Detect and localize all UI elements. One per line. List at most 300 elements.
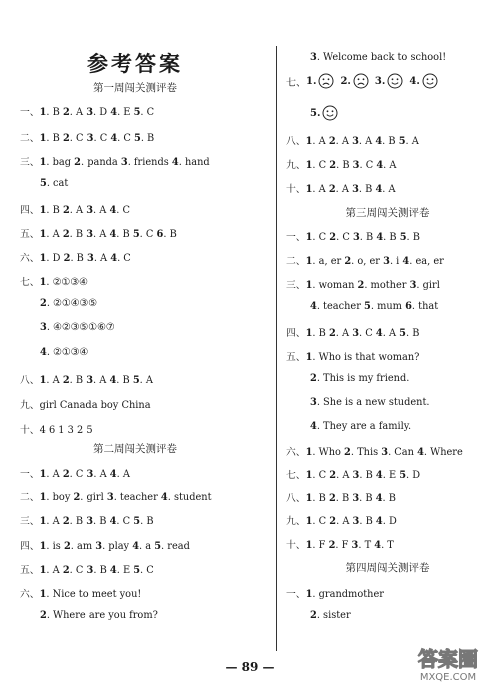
face-answer-row [310,105,344,121]
answer-text: 十、 [286,540,306,551]
face-answer-row [286,73,444,89]
answer-text: . F [312,540,329,551]
item-number: 1 [305,493,313,504]
answer-text: . This [350,447,382,458]
item-number: 3 [409,280,417,291]
item-number: 1 [305,589,313,600]
answer-line [310,421,411,432]
item-number: 1 [39,565,47,576]
answer-text: . A [46,516,63,527]
item-number: 4 [310,421,317,432]
question-prefix: 七、 [286,77,306,89]
answer-text: . o, er [351,256,384,267]
item-number: 3 [86,107,94,118]
answer-line [286,490,396,504]
item-number: 4 [375,516,383,527]
item-number: 1 [305,352,313,363]
item-number: 5 [40,178,47,189]
section-heading: 第一周闯关测评卷 [93,82,177,94]
item-number: 2 [62,516,70,527]
item-number: 3 [86,205,94,216]
item-number: 1 [39,133,47,144]
answer-text: . Who [312,447,345,458]
answer-text: . A [312,184,329,195]
answer-text: . B [336,160,353,171]
item-number: 4 [375,470,383,481]
answer-text: . A [93,253,111,264]
answer-text: . girl [80,492,107,503]
answer-text: . Nice to meet you! [46,589,142,600]
answer-line [286,229,420,243]
item-number: 5 [133,565,141,576]
answer-text: . A [139,375,153,386]
watermark-logo [402,642,494,684]
answer-text: . A [69,205,87,216]
item-number: 1 [305,280,313,291]
answer-text: . Who is that woman? [312,352,420,363]
item-number: 2 [328,493,336,504]
answer-text: . A [46,229,63,240]
answer-text: 二、 [286,256,306,267]
answer-text: 九、 [286,160,306,171]
answer-line [20,250,131,264]
item-number: 4 [110,107,118,118]
item-number: 3 [310,52,317,63]
answer-text: . F [335,540,352,551]
item-number: 1 [305,516,313,527]
item-number: 4. [409,75,420,87]
item-number: 2 [63,253,71,264]
answer-line [310,373,409,384]
answer-text: . B [116,375,133,386]
item-number: 2 [328,136,336,147]
item-number: 1 [305,136,313,147]
answer-line [40,610,158,621]
answer-text: . B [359,493,376,504]
section-heading: 第三周闯关测评卷 [345,207,430,219]
answer-text: . B [116,229,133,240]
item-number: 2 [63,541,71,552]
answer-text: . E [382,470,400,481]
answer-text: 一、 [20,107,40,118]
answer-text: . C [69,565,87,576]
item-number: 4 [109,565,117,576]
answer-text: . B [406,232,420,243]
item-number: 1. [306,75,317,87]
watermark-cn: 答案圈 [418,647,478,671]
answer-text: . ②①④③⑤ [46,298,97,309]
section-heading: 第二周闯关测评卷 [93,443,177,455]
item-number: 3 [352,232,360,243]
item-number: 2 [40,298,47,309]
answer-text: . cat [46,178,69,189]
item-number: 3. [374,75,386,87]
answer-text: . that [411,301,439,312]
answer-text: 九、girl Canada boy China [20,400,151,411]
answer-text: . B [359,232,377,243]
item-number: 2 [329,470,337,481]
answer-text: . B [46,205,63,216]
answer-text: . D [382,516,397,527]
answer-text: 三、 [20,516,40,527]
answer-text: . C [359,328,376,339]
item-number: 5 [399,328,406,339]
answer-text: . A [46,469,63,480]
item-number: 5 [133,133,141,144]
answer-line [310,610,351,621]
answer-text: 五、 [20,229,40,240]
item-number: 4 [376,160,384,171]
answer-text: . mum [370,301,406,312]
answer-text: 一、 [286,232,306,243]
item-number: 1 [305,232,313,243]
answer-text: . B [405,328,420,339]
item-number: 5 [132,375,140,386]
sad-face-icon [353,73,369,89]
answer-text: . play [102,541,133,552]
answer-text: 七、 [286,470,306,481]
answer-text: . sister [316,610,351,621]
answer-text: . B [382,136,399,147]
answer-text: 七、 [20,277,40,288]
answer-text: . B [69,375,87,386]
item-number: 4 [375,328,383,339]
answer-text: . A [93,229,110,240]
answer-text: . C [312,470,330,481]
item-number: 4 [109,375,117,386]
answer-text: . D [46,253,64,264]
item-number: 3 [352,328,360,339]
answer-text: . B [93,565,110,576]
column-divider [276,46,277,651]
item-number: 2 [329,160,337,171]
answer-text: . C [69,133,87,144]
answer-text: 三、 [286,280,306,291]
item-number: 1 [305,160,313,171]
answer-text: . Where are you from? [46,610,158,621]
answer-text: . C [116,516,134,527]
item-number: 3 [95,541,103,552]
answer-text: . A [335,184,353,195]
answer-line [286,133,419,147]
item-number: 4 [374,540,382,551]
answer-text: . A [382,328,400,339]
answer-text: 八、 [20,375,40,386]
happy-face-icon [387,73,403,89]
item-number: 2. [340,75,351,87]
answer-line [20,562,154,576]
answer-line [20,202,130,216]
answer-text: . B [312,328,329,339]
answer-text: . T [381,540,394,551]
item-number: 5 [399,232,407,243]
item-number: 4 [310,301,317,312]
watermark-url: MXQE.COM [419,672,477,683]
item-number: 1 [39,277,47,288]
answer-text: . C [69,469,87,480]
answer-text: 六、 [20,253,40,264]
item-number: 3 [381,447,389,458]
item-number: 4 [375,136,383,147]
answer-text: . i [389,256,403,267]
item-number: 1 [305,328,313,339]
item-number: 4 [109,469,117,480]
item-number: 1 [39,107,47,118]
answer-text: 四、 [286,328,306,339]
item-number: 3 [87,253,94,264]
answer-text: . C [117,253,131,264]
item-number: 5. [310,107,321,119]
sad-face-icon [318,73,334,89]
item-number: 1 [39,469,47,480]
answer-text: . C [140,565,154,576]
answer-line [20,489,212,503]
answer-text: . is [46,541,64,552]
answer-text: . A [335,328,353,339]
answer-text: 十、4 6 1 3 2 5 [20,425,93,436]
answer-text: 六、 [286,447,306,458]
answer-text: . ea, er [409,256,444,267]
answer-text: . girl [416,280,440,291]
answer-text: 五、 [20,565,40,576]
answer-text: . C [93,133,111,144]
item-number: 4 [109,516,117,527]
item-number: 4 [402,256,410,267]
item-number: 2 [329,232,337,243]
item-number: 3 [86,565,94,576]
answer-text: . B [358,184,376,195]
item-number: 1 [39,589,47,600]
answer-text: 四、 [20,205,40,216]
answer-line [20,130,154,144]
item-number: 3 [310,397,317,408]
item-number: 3 [351,540,359,551]
item-number: 2 [344,256,352,267]
item-number: 3 [352,184,359,195]
answer-text: . A [405,136,419,147]
answer-line [20,274,88,288]
answer-text: . A [93,375,110,386]
item-number: 1 [39,229,47,240]
item-number: 3 [86,229,94,240]
answer-line [40,178,68,189]
item-number: 3 [120,157,128,168]
item-number: 4 [160,492,168,503]
answer-text: 十、 [286,184,306,195]
answer-text: . bag [46,157,75,168]
item-number: 3 [86,133,94,144]
answer-text: . This is my friend. [316,373,410,384]
answer-text: . B [46,133,63,144]
item-number: 2 [73,492,81,503]
answer-line [20,513,154,527]
answer-line [20,226,177,240]
item-number: 4 [417,447,424,458]
answer-text: . C [140,107,155,118]
answer-text: . A [312,136,329,147]
item-number: 1 [39,516,47,527]
item-number: 4 [110,253,118,264]
answer-text: . A [358,136,376,147]
answer-line [286,181,396,195]
item-number: 2 [62,375,70,386]
answer-text: 三、 [20,157,40,168]
section-heading: 第四周闯关测评卷 [345,562,430,574]
item-number: 5 [399,470,407,481]
answer-text: . friends [127,157,172,168]
answer-text: . am [70,541,96,552]
answer-line [20,422,93,436]
item-number: 3 [352,160,360,171]
answer-text: . B [69,516,87,527]
item-number: 3 [352,470,360,481]
item-number: 3 [106,492,114,503]
answer-text: . A [335,136,353,147]
item-number: 2 [328,328,336,339]
answer-line [20,538,190,552]
item-number: 2 [62,133,70,144]
answer-text: . mother [364,280,410,291]
answer-line [286,253,444,267]
item-number: 3 [383,256,390,267]
item-number: 2 [62,205,70,216]
item-number: 4 [376,232,384,243]
item-number: 5 [133,516,141,527]
item-number: 1 [305,470,313,481]
happy-face-icon [422,73,438,89]
answer-text: 一、 [20,469,40,480]
item-number: 1 [39,375,47,386]
answer-line [20,466,130,480]
answer-text: . A [336,470,353,481]
answer-text: . B [163,229,177,240]
answer-text: . B [69,229,87,240]
answer-text: . student [167,492,212,503]
item-number: 2 [328,184,336,195]
item-number: 3 [86,375,94,386]
item-number: 2 [74,157,81,168]
answer-text: . B [70,253,87,264]
item-number: 3 [352,136,359,147]
answer-text: . B [312,493,329,504]
answer-text: . A [69,107,87,118]
item-number: 2 [310,373,317,384]
answer-text: . B [359,516,376,527]
answer-line [286,349,419,363]
item-number: 1 [39,157,47,168]
answer-text: . They are a family. [316,421,412,432]
answer-text: 六、 [20,589,40,600]
page-number: — 89 — [225,660,275,674]
answer-line [20,372,153,386]
answer-line [20,104,154,118]
answer-text: . B [382,493,396,504]
item-number: 4 [171,157,179,168]
answer-text: . C [312,160,330,171]
item-number: 4 [110,133,118,144]
answer-line [40,322,115,333]
item-number: 2 [62,107,70,118]
item-number: 1 [305,184,313,195]
answer-text: . B [140,133,155,144]
answer-text: . A [93,205,110,216]
answer-text: . A [383,160,397,171]
item-number: 4 [109,229,117,240]
item-number: 6 [156,229,164,240]
answer-text: . C [139,229,157,240]
answer-text: . Can [388,447,418,458]
answer-line [286,467,420,481]
item-number: 2 [40,610,47,621]
answer-line [310,301,438,312]
answer-text: . She is a new student. [316,397,430,408]
item-number: 2 [329,516,337,527]
answer-text: . B [140,516,154,527]
item-number: 4 [375,184,383,195]
answer-line [310,52,446,63]
item-number: 3 [86,469,94,480]
item-number: 3 [86,516,94,527]
item-number: 2 [310,610,317,621]
item-number: 2 [344,447,351,458]
answer-text: 二、 [20,492,40,503]
answer-text: 九、 [286,516,306,527]
answer-text: . grandmother [312,589,384,600]
item-number: 4 [109,205,117,216]
answer-text: . C [312,516,330,527]
answer-text: . B [46,107,63,118]
answer-text: . hand [178,157,210,168]
answer-text: 八、 [286,493,306,504]
answer-text: . a, er [312,256,345,267]
item-number: 5 [154,541,162,552]
item-number: 5 [398,136,406,147]
item-number: 2 [62,469,70,480]
item-number: 5 [132,229,140,240]
answer-line [286,513,397,527]
answer-text: . panda [80,157,121,168]
item-number: 1 [305,256,313,267]
item-number: 1 [39,253,47,264]
item-number: 2 [357,280,365,291]
item-number: 1 [39,492,47,503]
answer-text: . C [336,232,353,243]
answer-text: . ②①③④ [46,347,89,358]
answer-text: . a [139,541,155,552]
item-number: 1 [305,540,313,551]
item-number: 5 [364,301,371,312]
answer-line [40,298,97,309]
answer-line [286,444,463,458]
answer-text: . Welcome back to school! [316,52,447,63]
item-number: 2 [62,229,70,240]
answer-text: . D [406,470,421,481]
answer-text: . B [383,232,400,243]
answer-text: 八、 [286,136,306,147]
answer-text: . read [161,541,190,552]
answer-line [286,537,394,551]
answer-text: 二、 [20,133,40,144]
answer-text: . C [116,205,131,216]
page-title: 参考答案 [87,51,183,76]
answer-text: . A [93,469,110,480]
answer-text: . A [46,375,63,386]
answer-text: . ②①③④ [46,277,88,288]
item-number: 6 [405,301,412,312]
item-number: 1 [305,447,313,458]
item-number: 1 [39,205,47,216]
answer-text: . T [358,540,375,551]
